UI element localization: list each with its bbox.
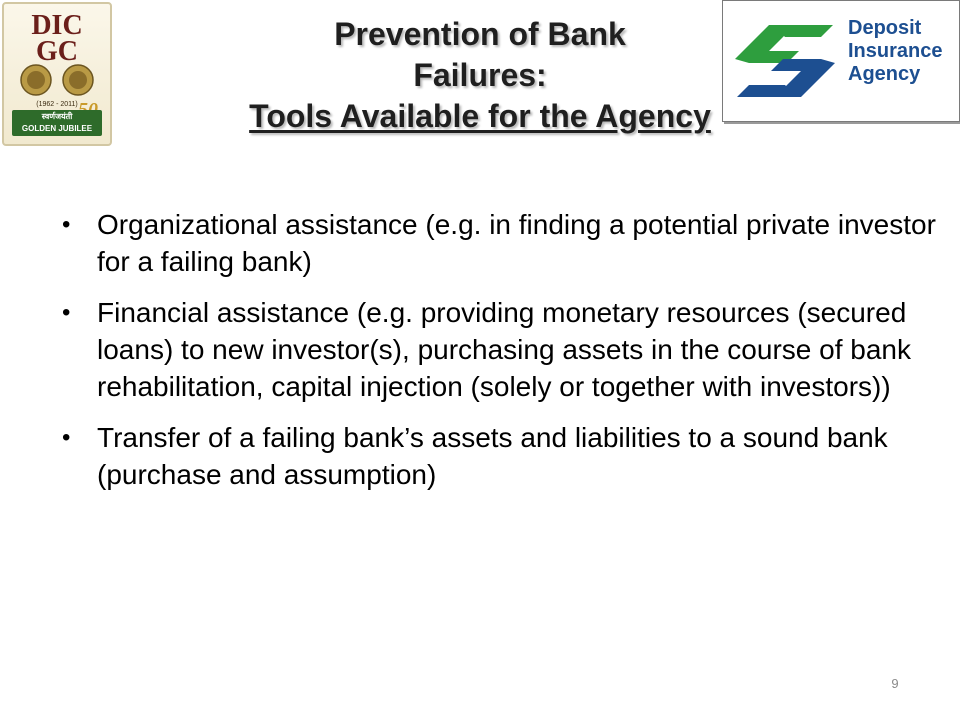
bullet-text: Organizational assistance (e.g. in finding a potential private investor for a failing bank) xyxy=(97,209,936,277)
dicgc-logo-jubilee xyxy=(12,110,102,136)
slide-title-line1: Prevention of Bank xyxy=(334,16,626,52)
dia-logo-icon xyxy=(729,15,841,107)
dicgc-logo-jubilee-hindi: स्वर्णजयंती xyxy=(41,112,73,121)
bullet-item xyxy=(60,419,940,493)
dicgc-logo-text-top: DIC xyxy=(31,10,83,41)
dia-logo-line1: Deposit xyxy=(848,17,922,39)
dicgc-logo-text-bottom: GC xyxy=(36,36,78,67)
slide-title xyxy=(150,14,810,137)
dicgc-logo-years: (1962 - 2011) xyxy=(36,101,78,108)
dia-logo xyxy=(722,0,960,122)
dicgc-logo xyxy=(2,2,112,146)
bullet-text: Transfer of a failing bank’s assets and liabilities to a sound bank (purchase and assumption) xyxy=(97,422,888,490)
slide-title-line3: Tools Available for the Agency xyxy=(249,98,711,134)
bullet-icon: • xyxy=(62,424,71,451)
dicgc-logo-jubilee-en: GOLDEN JUBILEE xyxy=(21,124,93,133)
bullet-list xyxy=(60,206,940,507)
bullet-item xyxy=(60,294,940,405)
dia-logo-line2: Insurance xyxy=(848,40,943,62)
bullet-icon: • xyxy=(62,211,71,238)
bullet-item xyxy=(60,206,940,280)
page-number: 9 xyxy=(891,676,899,691)
dia-logo-text xyxy=(848,17,942,86)
bullet-icon: • xyxy=(62,299,71,326)
dia-logo-line3: Agency xyxy=(848,63,921,85)
slide-title-line2: Failures: xyxy=(413,57,547,93)
bullet-text: Financial assistance (e.g. providing monetary resources (secured loans) to new investor(s), purchasing assets in the course of bank rehabilitation, capital injection (solely or together with investors)) xyxy=(97,297,911,402)
